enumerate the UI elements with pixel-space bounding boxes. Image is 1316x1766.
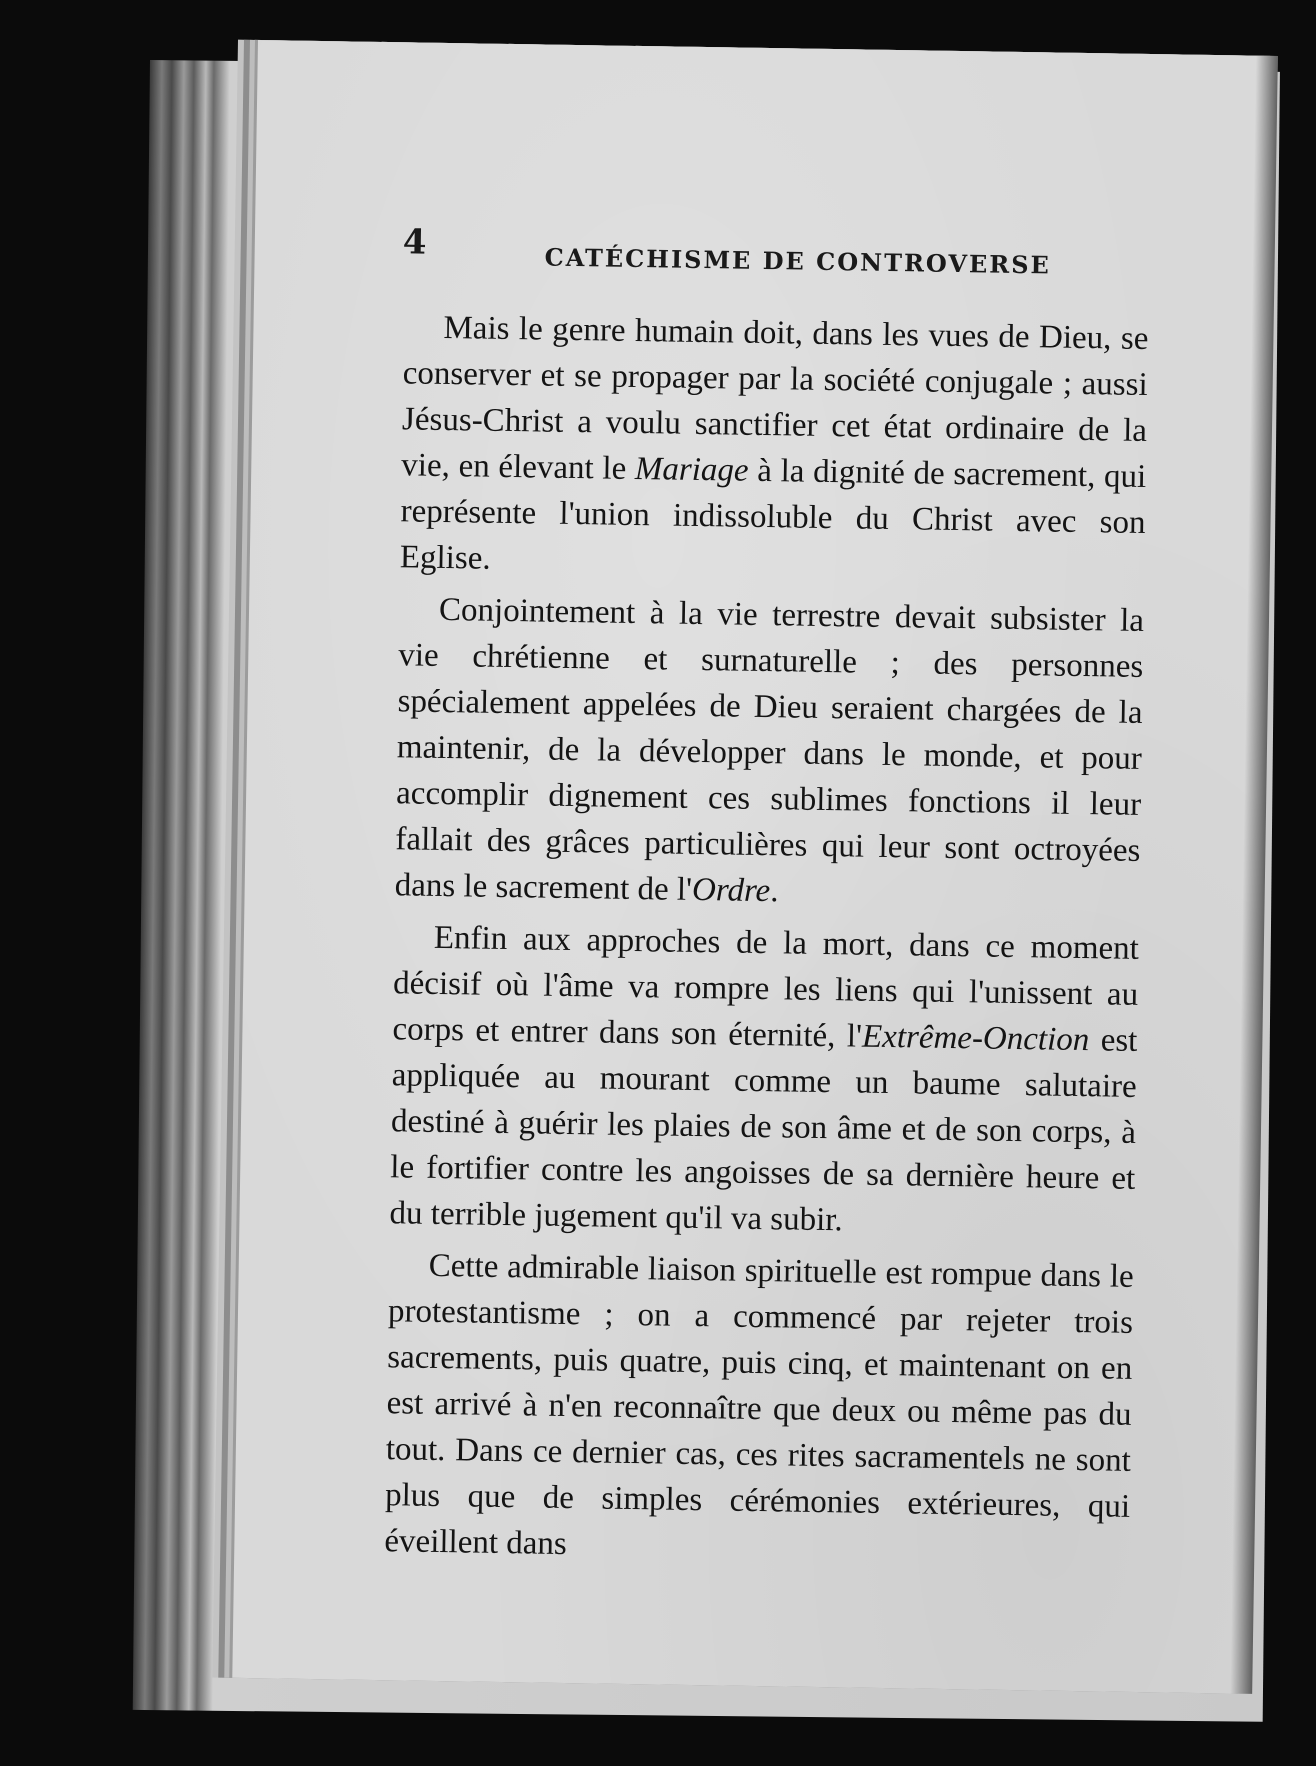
paragraph-ordre [394,586,1144,920]
paragraph-text: Mais le genre humain doit, dans les vues de Dieu, se conserver et se propager par la société conjugale ; aussi Jésus-Christ a voulu sanctifier cet état ordinaire de la vie, en élevant le [401,309,1149,487]
running-head [402,222,1163,280]
paragraph-mariage [400,304,1149,592]
paragraph-text: est appliquée au mourant comme un baume salutaire destiné à guérir les plaies de son âme et de son corps, à le fortifier contre les angoisses de sa dernière heure et du terrible jugement qu'il va subir. [389,1022,1138,1239]
paragraph-protestantisme [384,1242,1134,1576]
paragraph-text: à la dignité de sacrement, qui représente l'union indissoluble du Christ avec son Eglise. [399,452,1147,577]
paragraph-text: . [769,873,779,910]
running-title: CATÉCHISME DE CONTROVERSE [544,242,1052,280]
page-number: 4 [402,222,427,263]
emphasis-term: Extrême-Onction [861,1018,1090,1059]
emphasis-term: Mariage [634,450,749,489]
book-page [232,40,1278,1694]
body-text [384,304,1149,1582]
paragraph-text: Conjointement à la vie terrestre devait subsister la vie chrétienne et surnaturelle ; des personnes spécialement appelées de Dieu seraient chargées de la maintenir, de la développer dans le monde, et pour accomplir dignement ces sublimes fonctions il leur fallait des grâces particulières qui leur sont octroyées dans le sacrement de l' [394,591,1145,908]
paragraph-text: Cette admirable liaison spirituelle est rompue dans le protestantisme ; on a commencé par rejeter trois sacrements, puis quatre, puis cinq, et maintenant on en est arrivé à n'en reconnaître que deux ou même pas du tout. Dans ce dernier cas, ces rites sacramentels ne sont plus que de simples cérémonies extérieures, qui éveillent dans [384,1247,1134,1563]
paragraph-extreme-onction [389,914,1139,1248]
emphasis-term: Ordre [691,871,771,910]
paragraph-text: Enfin aux approches de la mort, dans ce moment décisif où l'âme va rompre les liens qui l'unissent au corps et entrer dans son éternité, l' [392,919,1140,1055]
